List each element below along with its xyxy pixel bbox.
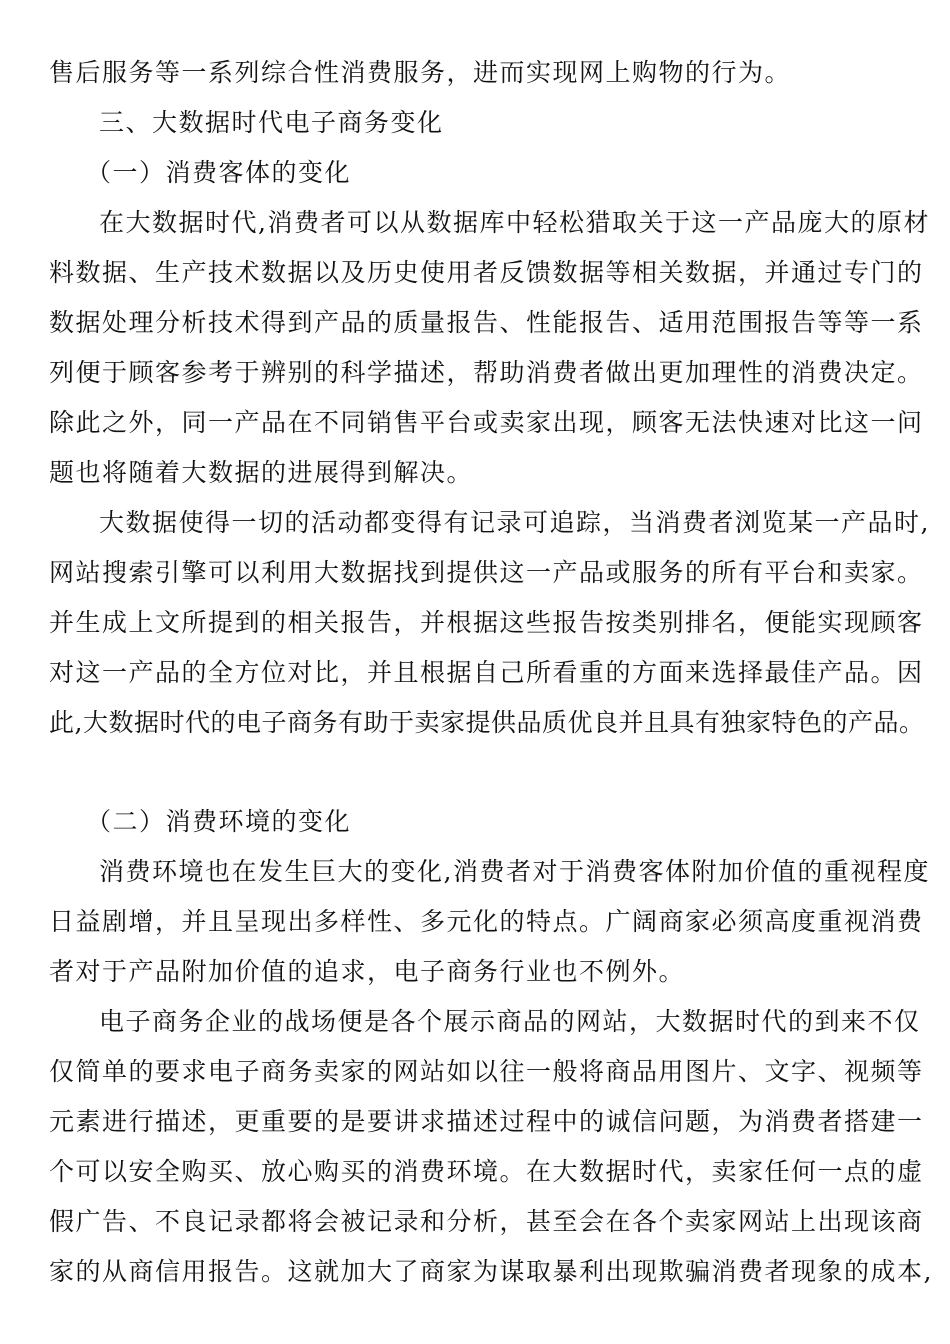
paragraph-line: 家的从商信用报告。这就加大了商家为谋取暴利出现欺骗消费者现象的成本, bbox=[49, 1257, 933, 1286]
paragraph-line: 假广告、不良记录都将会被记录和分析，甚至会在各个卖家网站上出现该商 bbox=[49, 1207, 924, 1236]
paragraph-line: 大数据使得一切的活动都变得有记录可追踪，当消费者浏览某一产品时, bbox=[99, 508, 930, 537]
paragraph-line: 料数据、生产技术数据以及历史使用者反馈数据等相关数据，并通过专门的 bbox=[49, 258, 924, 287]
paragraph-line: 对这一产品的全方位对比，并且根据自己所看重的方面来选择最佳产品。因 bbox=[49, 658, 924, 687]
paragraph-line: 数据处理分析技术得到产品的质量报告、性能报告、适用范围报告等等一系 bbox=[49, 308, 924, 337]
paragraph-line: 网站搜索引擎可以利用大数据找到提供这一产品或服务的所有平台和卖家。 bbox=[49, 558, 924, 587]
paragraph-line: 题也将随着大数据的进展得到解决。 bbox=[49, 458, 474, 487]
paragraph-line: 在大数据时代,消费者可以从数据库中轻松猎取关于这一产品庞大的原材 bbox=[99, 208, 930, 237]
paragraph-line: 消费环境也在发生巨大的变化,消费者对于消费客体附加价值的重视程度 bbox=[99, 857, 930, 886]
subsection-heading: （二）消费环境的变化 bbox=[86, 807, 352, 836]
paragraph-line: 电子商务企业的战场便是各个展示商品的网站，大数据时代的到来不仅 bbox=[99, 1007, 921, 1036]
paragraph-line: 元素进行描述，更重要的是要讲求描述过程中的诚信问题，为消费者搭建一 bbox=[49, 1107, 924, 1136]
paragraph-line: 此,大数据时代的电子商务有助于卖家提供品质优良并且具有独家特色的产品。 bbox=[49, 708, 925, 737]
paragraph-line: 日益剧增，并且呈现出多样性、多元化的特点。广阔商家必须高度重视消费 bbox=[49, 907, 924, 936]
paragraph-line: 并生成上文所提到的相关报告，并根据这些报告按类别排名，便能实现顾客 bbox=[49, 608, 924, 637]
subsection-heading: （一）消费客体的变化 bbox=[86, 158, 352, 187]
paragraph-line: 者对于产品附加价值的追求，电子商务行业也不例外。 bbox=[49, 957, 686, 986]
paragraph-line: 列便于顾客参考于辨别的科学描述，帮助消费者做出更加理性的消费决定。 bbox=[49, 358, 924, 387]
paragraph-line: 个可以安全购买、放心购买的消费环境。在大数据时代，卖家任何一点的虚 bbox=[49, 1157, 924, 1186]
body-line: 售后服务等一系列综合性消费服务，进而实现网上购物的行为。 bbox=[49, 58, 792, 87]
paragraph-line: 除此之外，同一产品在不同销售平台或卖家出现，顾客无法快速对比这一问 bbox=[49, 408, 924, 437]
paragraph-line: 仅简单的要求电子商务卖家的网站如以往一般将商品用图片、文字、视频等 bbox=[49, 1057, 924, 1086]
section-heading: 三、大数据时代电子商务变化 bbox=[99, 108, 444, 137]
